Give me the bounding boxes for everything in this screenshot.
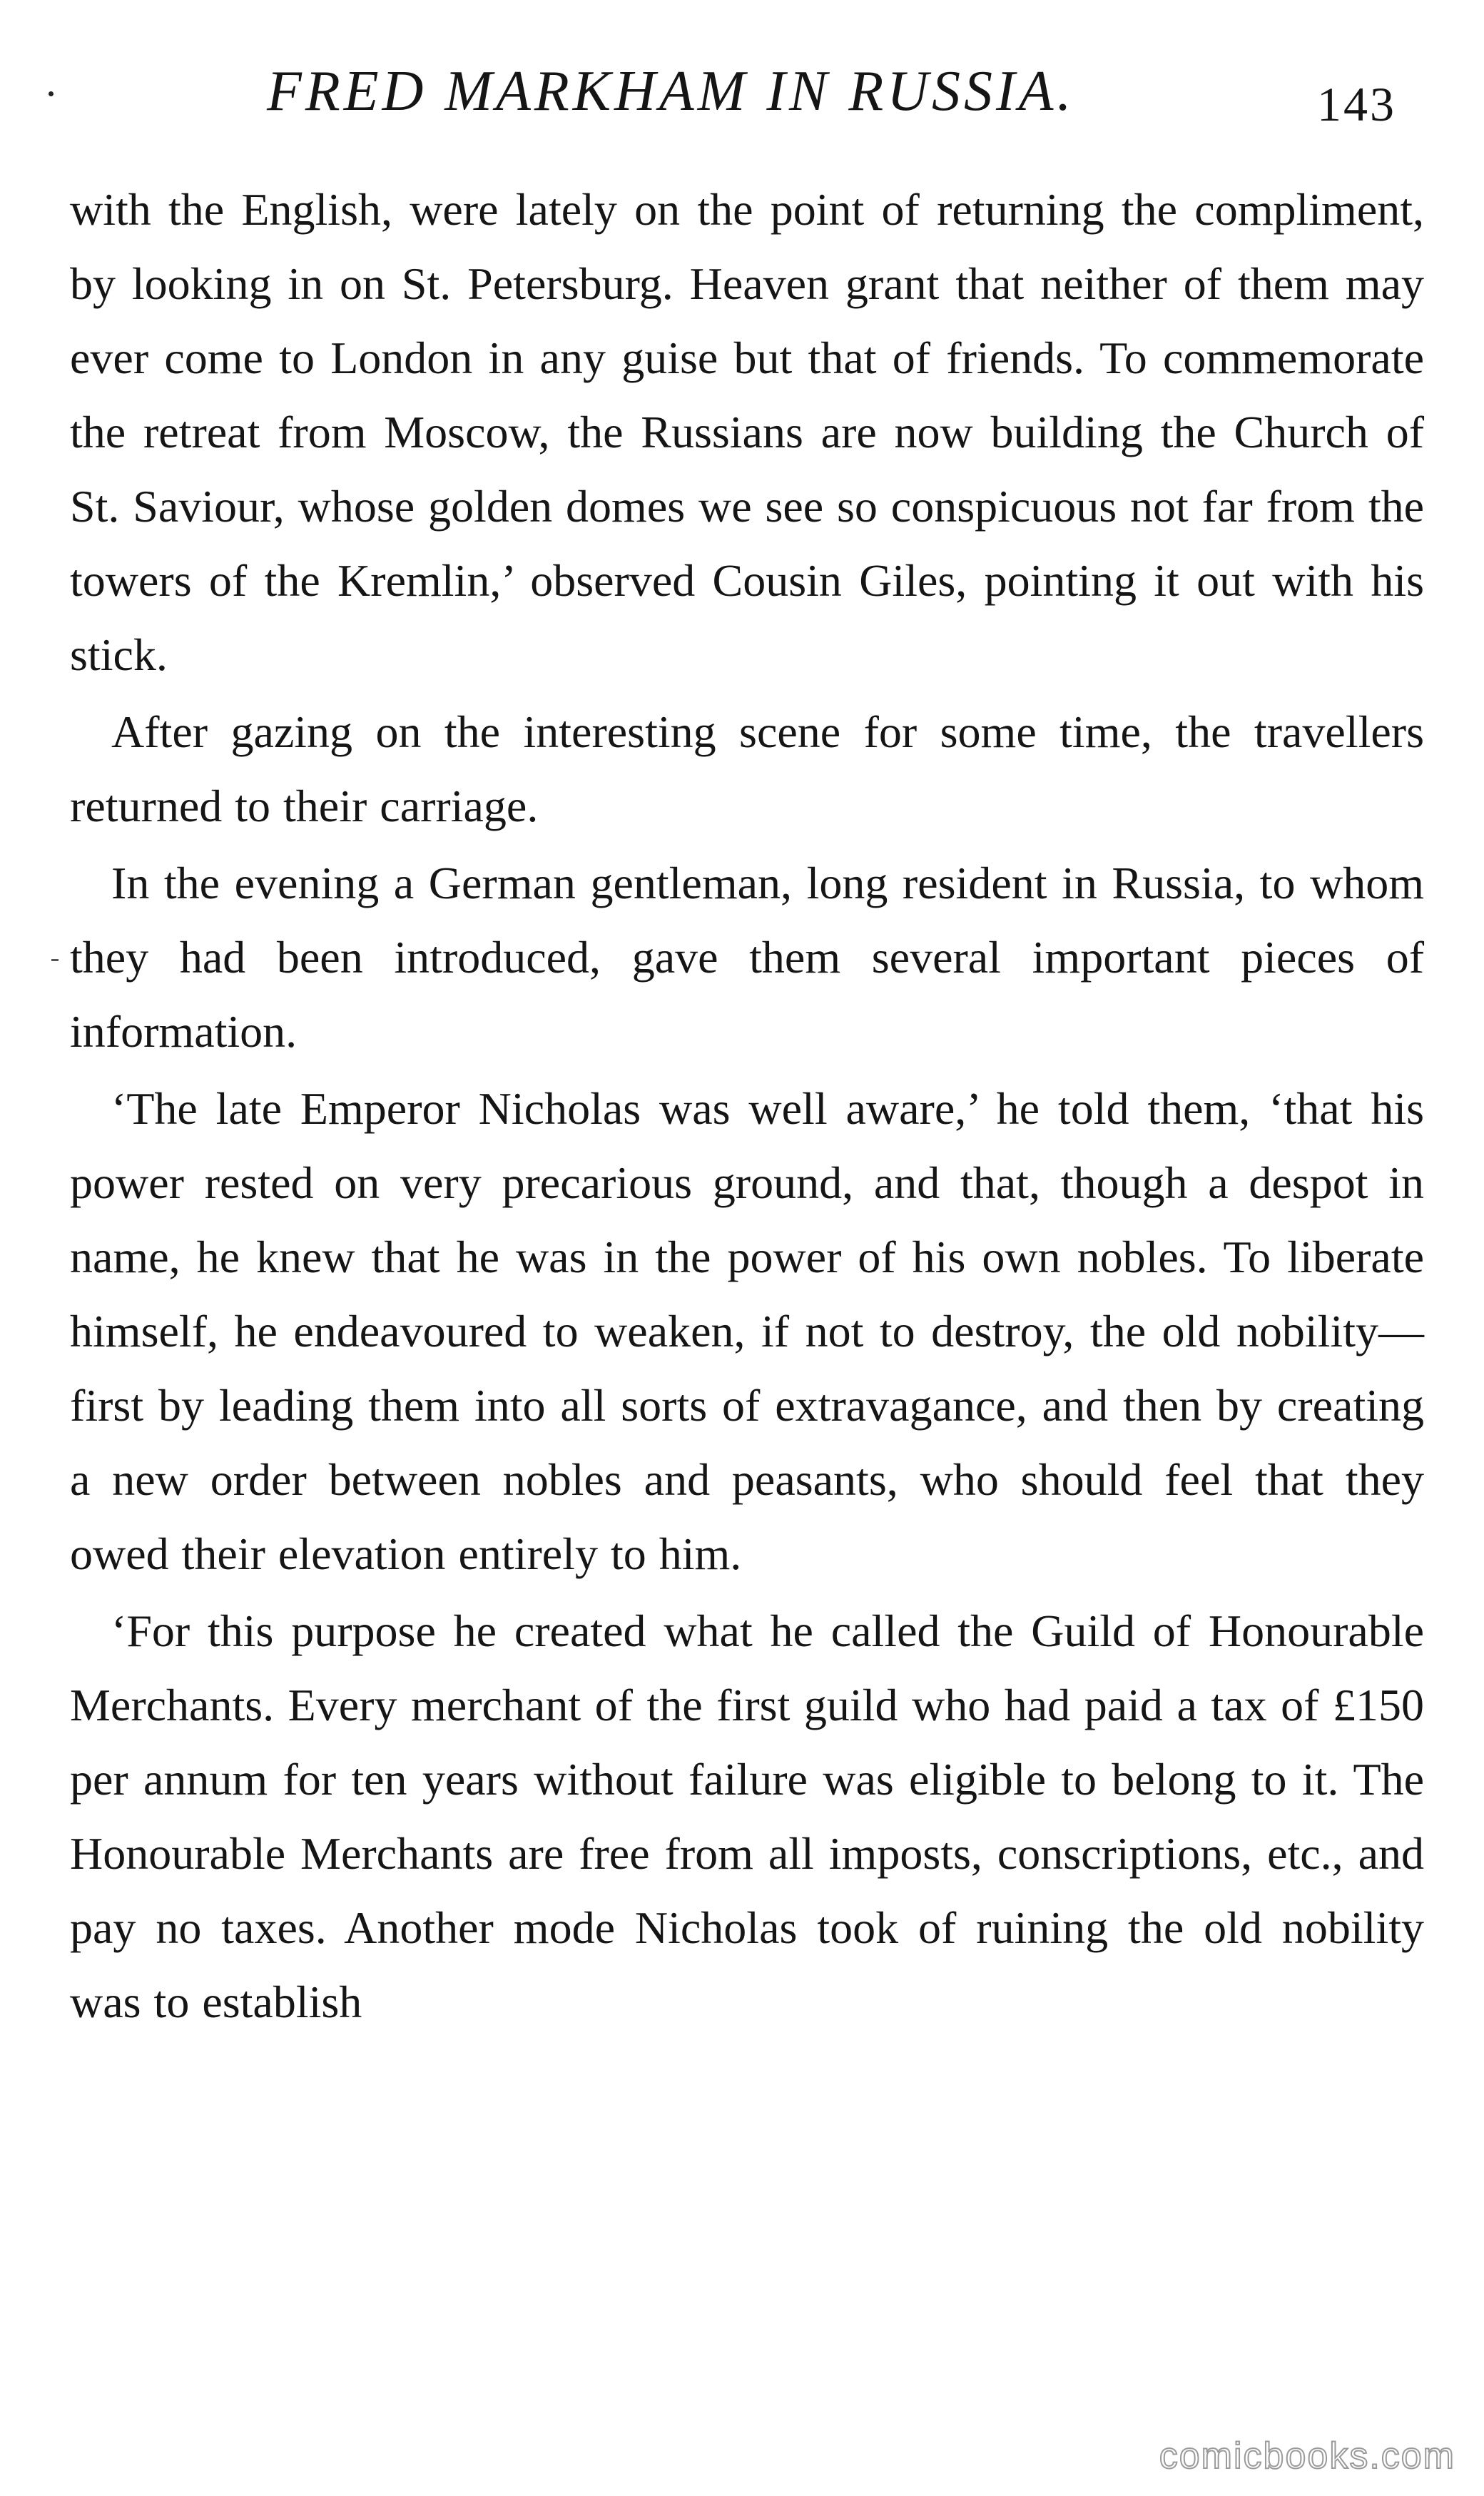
margin-mark (51, 959, 59, 961)
paragraph-3: In the evening a German gentleman, long resident in Russia, to whom they had been introduced, gave them several important pieces of information. (70, 858, 1424, 1057)
paragraph-2: After gazing on the interesting scene for some time, the travellers returned to their carriage. (70, 706, 1424, 831)
paragraph-1: with the English, were lately on the point of returning the compliment, by looking in on St. Petersburg. Heaven grant that neither of them may ever come to London in any guise but that of friends. To commemorate the retreat from Moscow, the Russians are now building the Church of St. Saviour, whose golden domes we see so conspicuous not far from the towers of the Kremlin,’ observed Cousin Giles, pointing it out with his stick. (70, 184, 1424, 680)
margin-dot (49, 91, 54, 96)
page-number: 143 (1317, 77, 1396, 131)
body-text (70, 173, 1424, 2039)
paragraph-4: ‘The late Emperor Nicholas was well aware,’ he told them, ‘that his power rested on very precarious ground, and that, though a despot in name, he knew that he was in the power of his own nobles. To liberate himself, he endeavoured to weaken, if not to destroy, the old nobility—first by leading them into all sorts of extravagance, and then by creating a new order between nobles and peasants, who should feel that they owed their elevation entirely to him. (70, 1083, 1424, 1579)
watermark: comicbooks.com (1159, 2435, 1455, 2477)
running-title: FRED MARKHAM IN RUSSIA. (267, 60, 1075, 123)
paragraph-5: ‘For this purpose he created what he called the Guild of Honourable Merchants. Every merchant of the first guild who had paid a tax of £150 per annum for ten years without failure was eligible to belong to it. The Honourable Merchants are free from all imposts, conscriptions, etc., and pay no taxes. Another mode Nicholas took of ruining the old nobility was to establish (70, 1605, 1424, 2027)
